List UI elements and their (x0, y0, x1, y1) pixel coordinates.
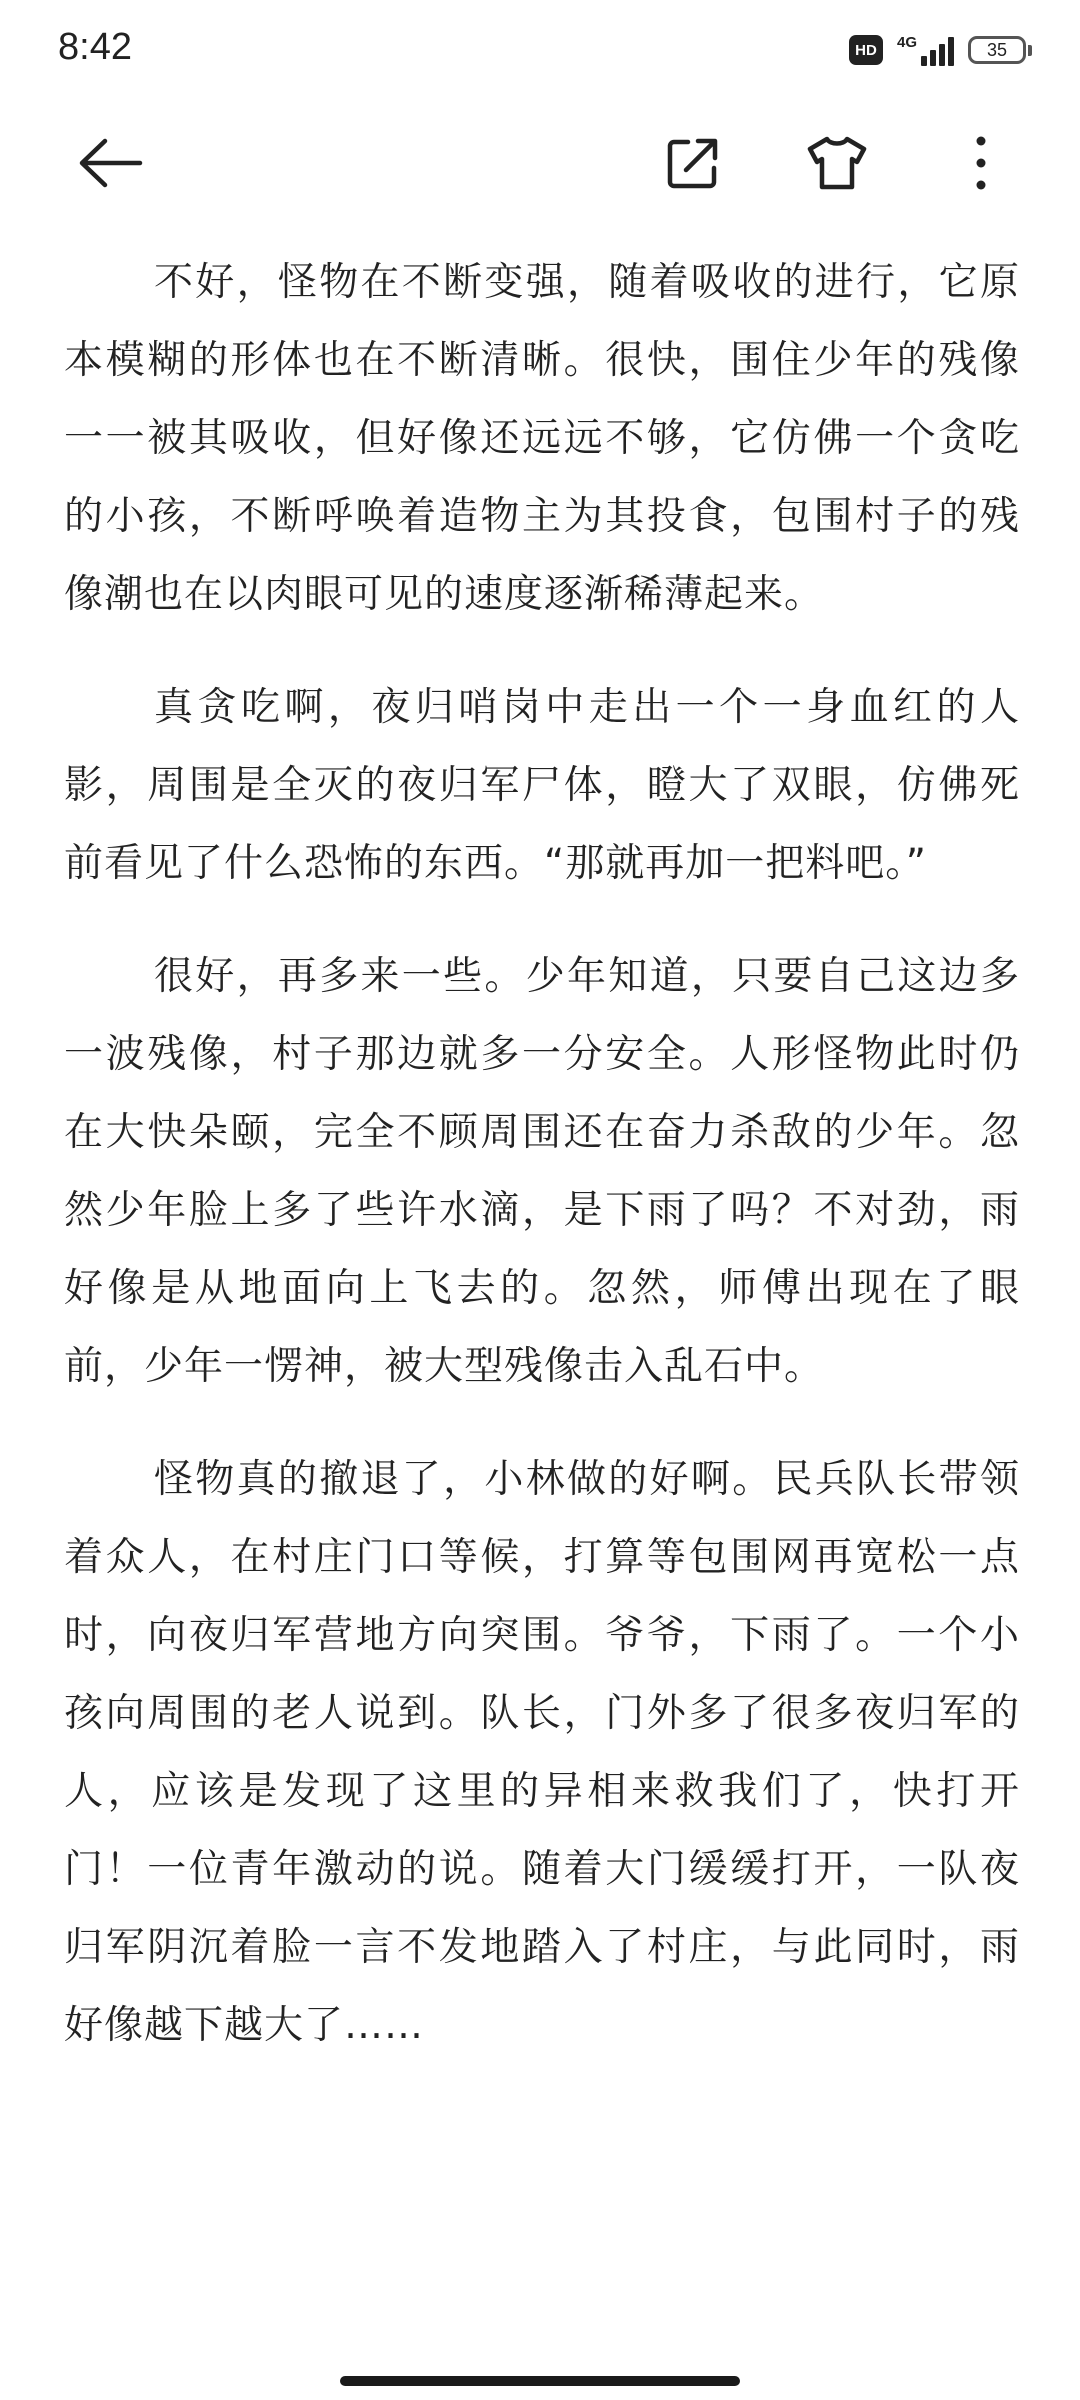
signal-bars-icon (921, 36, 954, 66)
theme-button[interactable] (802, 128, 872, 198)
network-type-label: 4G (896, 33, 917, 51)
tshirt-icon (806, 135, 868, 191)
paragraph-2: 真贪吃啊，夜归哨岗中走出一个一身血红的人影，周围是全灭的夜归军尸体，瞪大了双眼，仿佛死前看见了什么恐怖的东西。“那就再加一把料吧。” (64, 685, 1020, 886)
more-button[interactable] (946, 128, 1016, 198)
arrow-left-icon (77, 138, 143, 188)
paragraph-1: 不好，怪物在不断变强，随着吸收的进行，它原本模糊的形体也在不断清晰。很快，围住少年的残像一一被其吸收，但好像还远远不够，它仿佛一个贪吃的小孩，不断呼唤着造物主为其投食，包围村子的残像潮也在以肉眼可见的速度逐渐稀薄起来。 (64, 260, 1020, 617)
cellular-signal (897, 35, 954, 66)
paragraph-4: 怪物真的撤退了，小林做的好啊。民兵队长带领着众人，在村庄门口等候，打算等包围网再宽松一点时，向夜归军营地方向突围。爷爷，下雨了。一个小孩向周围的老人说到。队长，门外多了很多夜归军的人，应该是发现了这里的异相来救我们了，快打开门！一位青年激动的说。随着大门缓缓打开，一队夜归军阴沉着脸一言不发地踏入了村庄，与此同时，雨好像越下越大了…… (64, 1457, 1020, 2048)
hd-icon: HD (849, 35, 883, 65)
battery-level: 35 (968, 36, 1026, 64)
status-time: 8:42 (58, 26, 132, 68)
home-indicator[interactable] (340, 2376, 740, 2386)
article-body (64, 244, 1020, 2100)
paragraph-3: 很好，再多来一些。少年知道，只要自己这边多一波残像，村子那边就多一分安全。人形怪物此时仍在大快朵颐，完全不顾周围还在奋力杀敌的少年。忽然少年脸上多了些许水滴，是下雨了吗？不对劲，雨好像是从地面向上飞去的。忽然，师傅出现在了眼前，少年一愣神，被大型残像击入乱石中。 (64, 954, 1020, 1389)
share-icon (664, 134, 722, 192)
back-button[interactable] (75, 128, 145, 198)
reader-toolbar (0, 110, 1080, 210)
battery-icon (968, 36, 1032, 64)
status-bar (0, 0, 1080, 100)
more-vertical-icon (971, 135, 991, 191)
status-icons (849, 30, 1032, 70)
share-button[interactable] (658, 128, 728, 198)
